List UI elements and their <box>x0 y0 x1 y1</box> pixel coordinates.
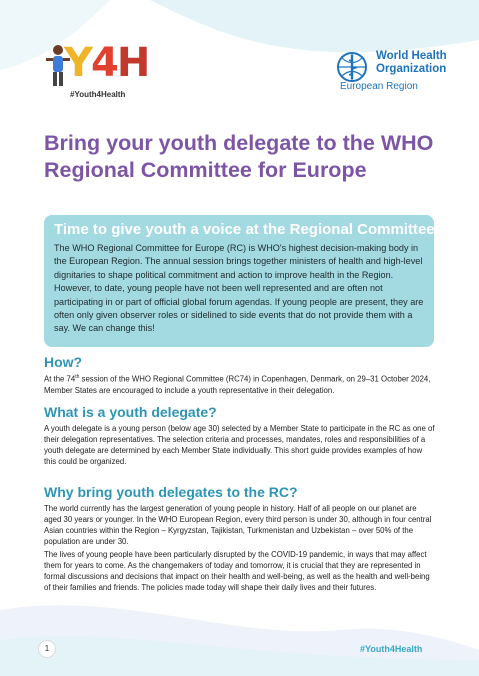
section-text-why-2: The lives of young people have been particularly disrupted by the COVID-19 pandemic, in ways that may affect them for years to come. As the changemakers of today and tomorrow, it is crucial that they are represented in formal discussions and decisions that impact on their health and well-being, as well as the health and well-being of their families and friends. The policies made today will shape their daily lives and their futures. <box>44 550 430 592</box>
youth4health-logo <box>44 38 154 108</box>
section-text-what: A youth delegate is a young person (below age 30) selected by a Member State to participate in the RC as one of their delegation representatives. The selection criteria and processes, mandates, roles and responsibilities of a youth delegate are determined by each Member State individually. This short guide provides examples of how this could be organized. <box>44 424 435 466</box>
page-title: Bring your youth delegate to the WHO Regional Committee for Europe <box>44 131 434 182</box>
y4h-hashtag: #Youth4Health <box>70 90 126 99</box>
section-heading-why: Why bring youth delegates to the RC? <box>44 484 298 500</box>
footer-hashtag: #Youth4Health <box>360 644 423 654</box>
section-heading-what: What is a youth delegate? <box>44 404 217 420</box>
section-text-how: At the 74th session of the WHO Regional Committee (RC74) in Copenhagen, Denmark, on 29–31 October 2024, Member States are encouraged to include a youth representative in their delegation. <box>44 374 431 395</box>
callout-heading: Time to give youth a voice at the Regional Committee! <box>54 221 440 238</box>
who-region-label: European Region <box>340 81 418 92</box>
who-name: World Health Organization <box>376 50 447 75</box>
section-heading-how: How? <box>44 354 83 370</box>
youth-voice-callout <box>44 215 440 347</box>
y4h-wordmark: Y4H <box>64 40 149 86</box>
who-europe-logo <box>332 48 452 96</box>
section-text-why-1: The world currently has the largest generation of young people in history. Half of all people on our planet are aged 30 years or younger. In the WHO European Region, every third person is under 30, although in four central Asian countries within the Region – Kyrgyzstan, Tajikistan, Turkmenistan and Uzbekistan – over 50% of the population are under 30. <box>44 504 432 546</box>
page-number: 1 <box>38 640 56 658</box>
callout-body: The WHO Regional Committee for Europe (RC) is WHO's highest decision-making body in the European Region. The annual session brings together ministers of health and high-level dignitaries to shape political commitment and action to improve health in the Region. However, to date, young people have not been well represented and are often not participating in or part of official global forum agendas. If young people are present, they are often only given observer roles or sidelined to side events that do not provide them with a say. We can change this! <box>54 243 424 334</box>
